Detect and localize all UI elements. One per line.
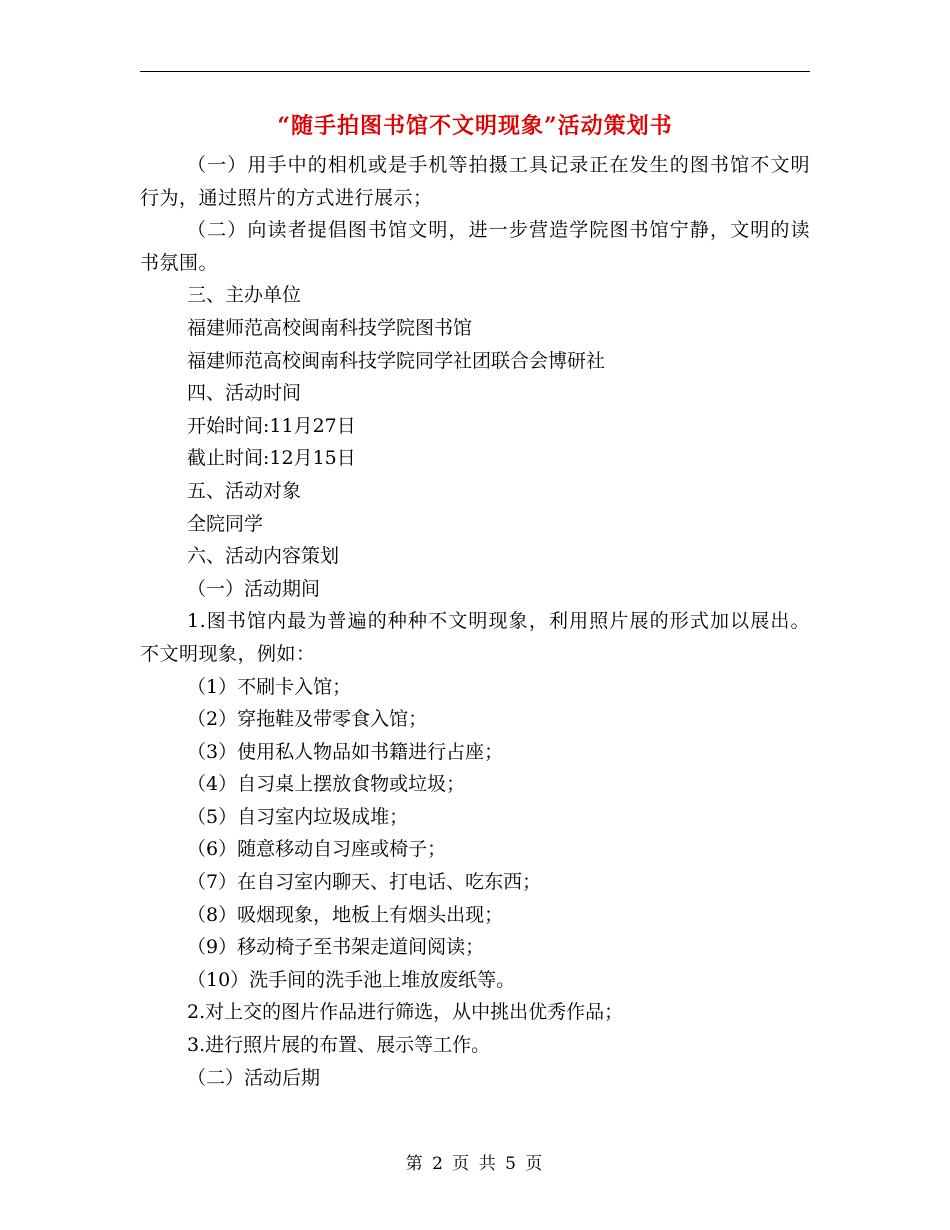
list-item: （10）洗手间的洗手池上堆放废纸等。 bbox=[187, 968, 516, 991]
subheading-during: （一）活动期间 bbox=[187, 577, 321, 600]
plan-item-3: 3.进行照片展的布置、展示等工作。 bbox=[187, 1034, 491, 1057]
list-item: （4）自习桌上摆放食物或垃圾； bbox=[187, 773, 466, 796]
document-body bbox=[140, 149, 810, 1094]
plan-item-1: 1.图书馆内最为普遍的种种不文明现象，利用照片展的形式加以展出。不文明现象，例如： bbox=[140, 610, 810, 665]
audience-text: 全院同学 bbox=[187, 512, 264, 535]
document-title: “随手拍图书馆不文明现象”活动策划书 bbox=[277, 113, 673, 139]
section-heading-plan: 六、活动内容策划 bbox=[187, 545, 340, 568]
list-item: （6）随意移动自习座或椅子； bbox=[187, 838, 447, 861]
list-item: （1）不刷卡入馆； bbox=[187, 675, 352, 698]
paragraph-goal-1: （一）用手中的相机或是手机等拍摄工具记录正在发生的图书馆不文明行为，通过照片的方式进行展示； bbox=[140, 154, 810, 209]
page-number-footer: 第 2 页 共 5 页 bbox=[405, 1154, 545, 1174]
section-heading-time: 四、活动时间 bbox=[187, 382, 302, 405]
section-heading-organizers: 三、主办单位 bbox=[187, 284, 302, 307]
list-item: （8）吸烟现象，地板上有烟头出现； bbox=[187, 903, 504, 926]
section-heading-audience: 五、活动对象 bbox=[187, 479, 302, 502]
header-rule bbox=[140, 71, 810, 72]
list-item: （2）穿拖鞋及带零食入馆； bbox=[187, 708, 428, 731]
list-item: （9）移动椅子至书架走道间阅读； bbox=[187, 936, 485, 959]
plan-item-2: 2.对上交的图片作品进行筛选，从中挑出优秀作品； bbox=[187, 1001, 624, 1024]
organizer-library: 福建师范高校闽南科技学院图书馆 bbox=[187, 316, 473, 339]
start-time: 开始时间:11月27日 bbox=[187, 414, 356, 437]
paragraph-goal-2: （二）向读者提倡图书馆文明，进一步营造学院图书馆宁静，文明的读书氛围。 bbox=[140, 219, 810, 274]
list-item: （5）自习室内垃圾成堆； bbox=[187, 805, 409, 828]
list-item: （7）在自习室内聊天、打电话、吃东西； bbox=[187, 871, 542, 894]
end-time: 截止时间:12月15日 bbox=[187, 447, 356, 470]
list-item: （3）使用私人物品如书籍进行占座； bbox=[187, 740, 504, 763]
subheading-after: （二）活动后期 bbox=[187, 1066, 321, 1089]
organizer-club: 福建师范高校闽南科技学院同学社团联合会博研社 bbox=[187, 349, 606, 372]
